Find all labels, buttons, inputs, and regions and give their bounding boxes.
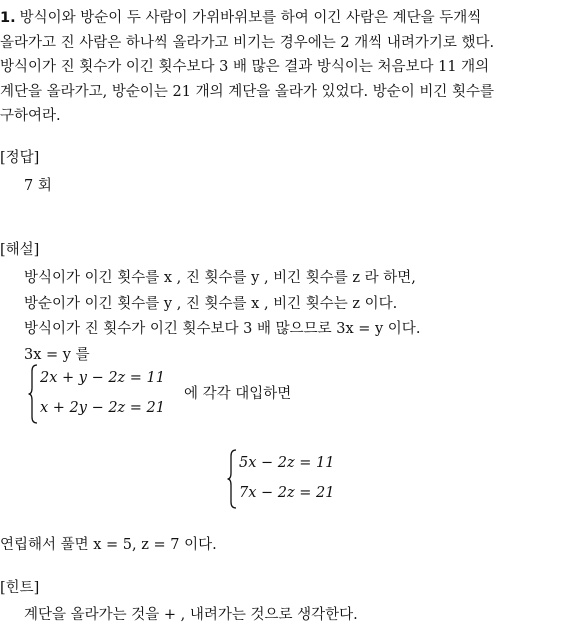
problem-line-2: 올라가고 진 사람은 하나씩 올라가고 비기는 경우에는 2 개씩 내려가기로 했다. bbox=[0, 34, 495, 51]
explanation-result: 연립해서 풀면 x = 5, z = 7 이다. bbox=[0, 537, 217, 553]
hint-text: 계단을 올라가는 것을 + , 내려가는 것으로 생각한다. bbox=[24, 607, 358, 623]
explanation-line-4: 3x = y 를 bbox=[24, 347, 90, 363]
problem-line-3: 방식이가 진 횟수가 이긴 횟수보다 3 배 많은 결과 방식이는 처음보다 11 개의 bbox=[0, 59, 490, 75]
hint-heading: [힌트] bbox=[0, 580, 40, 596]
explanation-heading: [해설] bbox=[0, 242, 40, 258]
left-brace-1 bbox=[28, 364, 38, 424]
system2-eq2: 7x − 2z = 21 bbox=[239, 485, 335, 501]
explanation-line-3: 방식이가 진 횟수가 이긴 횟수보다 3 배 많으므로 3x = y 이다. bbox=[24, 321, 421, 337]
explanation-line-2: 방순이가 이긴 횟수를 y , 진 횟수를 x , 비긴 횟수는 z 이다. bbox=[24, 296, 398, 312]
system1-eq1: 2x + y − 2z = 11 bbox=[40, 370, 166, 386]
problem-line-1: 1. 방식이와 방순이 두 사람이 가위바위보를 하여 이긴 사람은 계단을 두개씩 bbox=[0, 10, 482, 26]
answer-heading: [정답] bbox=[0, 150, 40, 166]
problem-statement bbox=[0, 6, 573, 129]
problem-line-4: 계단을 올라가고, 방순이는 21 개의 계단을 올라가 있었다. 방순이 비긴 횟수를 bbox=[0, 83, 494, 100]
problem-line-5: 구하여라. bbox=[0, 108, 61, 124]
answer-value: 7 회 bbox=[24, 178, 52, 194]
system1-eq2: x + 2y − 2z = 21 bbox=[40, 400, 166, 416]
explanation-line-1: 방식이가 이긴 횟수를 x , 진 횟수를 y , 비긴 횟수를 z 라 하면, bbox=[24, 270, 416, 286]
system2-eq1: 5x − 2z = 11 bbox=[239, 455, 335, 471]
left-brace-2 bbox=[227, 449, 237, 509]
system1-suffix: 에 각각 대입하면 bbox=[184, 386, 292, 402]
problem-number: 1. bbox=[0, 10, 16, 26]
